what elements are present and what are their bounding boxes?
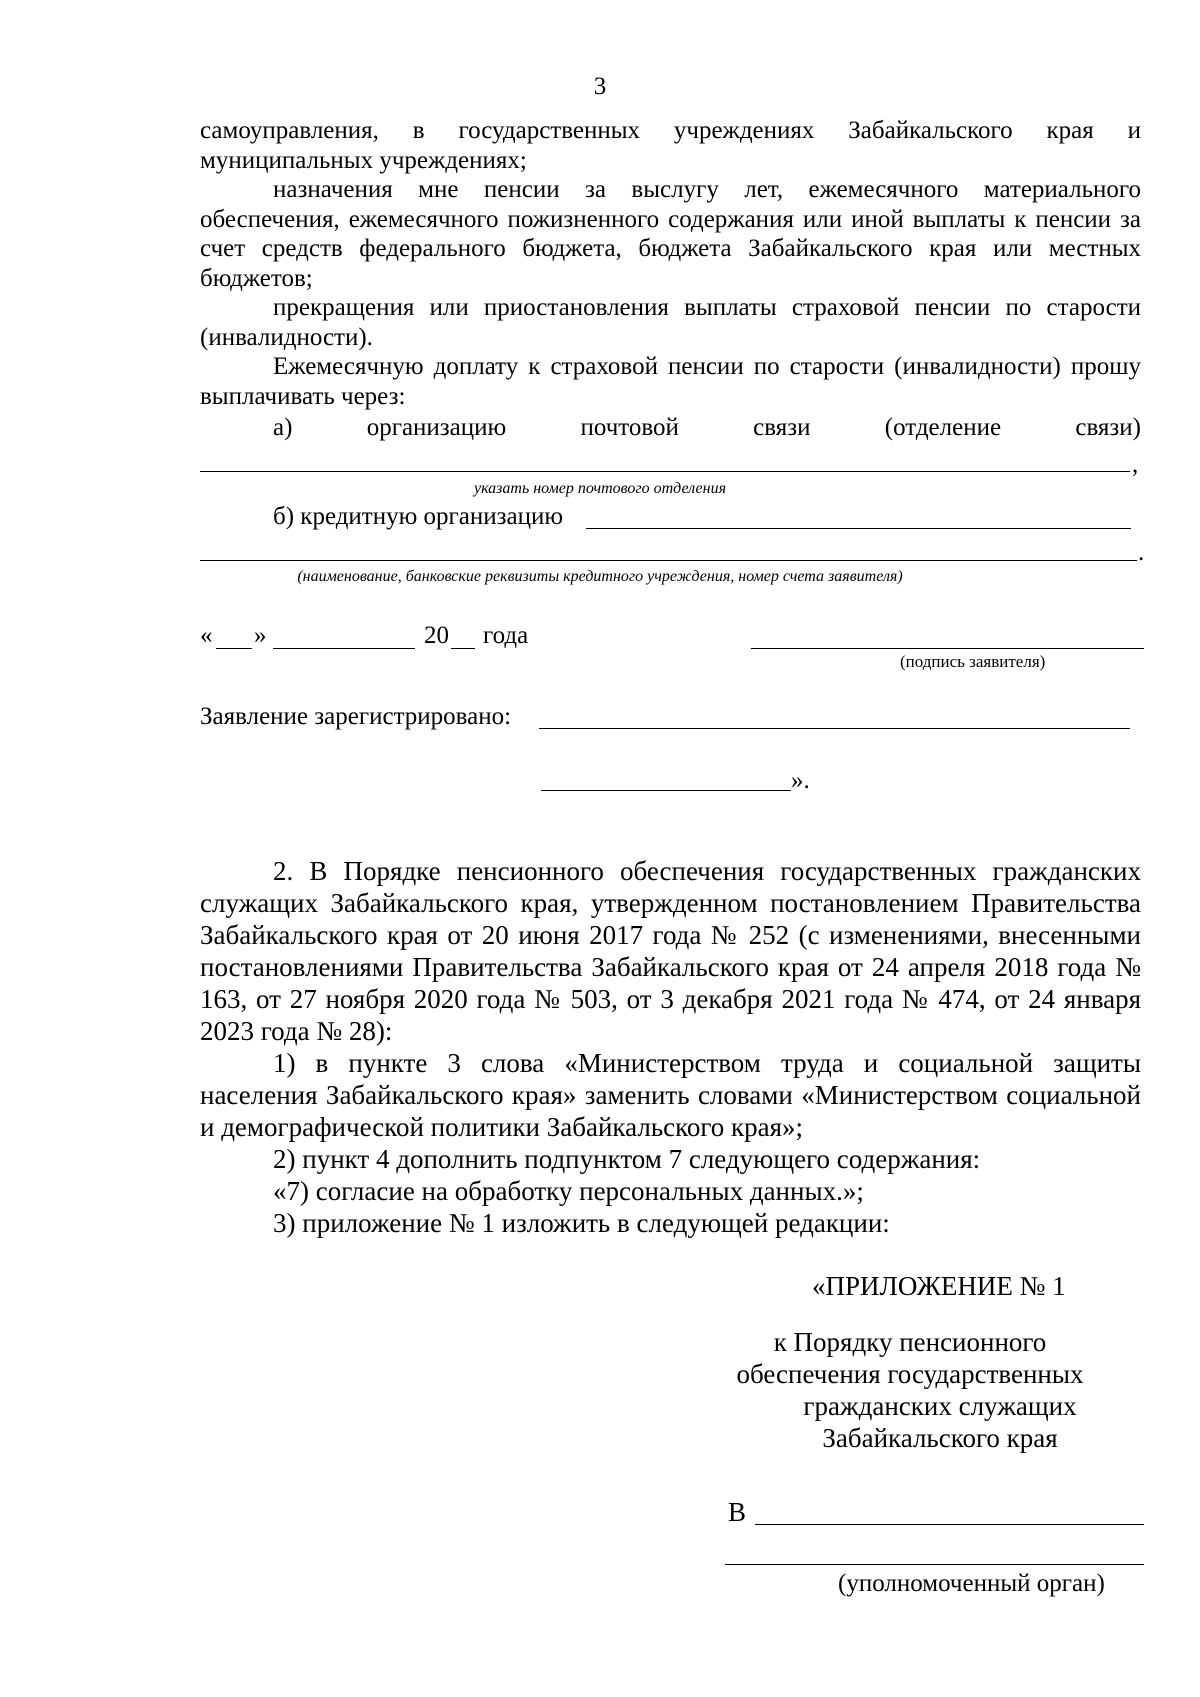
authority-caption: (уполномоченный орган) bbox=[838, 1570, 1105, 1597]
item-2-quote: «7) согласие на обработку персональных данных.»; bbox=[273, 1176, 864, 1206]
date-quote-open: « bbox=[200, 622, 213, 649]
addressee-label: В bbox=[728, 1497, 747, 1527]
authority-underline bbox=[725, 1564, 1144, 1565]
item-1-replace-words: 1) в пункте 3 слова «Министерством труда и социальной защиты населения Забайкальского края» заменить словами «Министерством социальной и демографической политики Забайкальского края»; bbox=[200, 1048, 1141, 1142]
date-year-prefix: 20 bbox=[424, 622, 449, 649]
date-quote-close: » bbox=[254, 622, 267, 649]
date-day-underline bbox=[216, 648, 252, 649]
closing-quote: ». bbox=[791, 767, 810, 794]
option-a-comma: , bbox=[1132, 451, 1139, 478]
appendix-line-1: к Порядку пенсионного bbox=[773, 1327, 1047, 1357]
item-2-add-subitem: 2) пункт 4 дополнить подпунктом 7 следующего содержания: bbox=[273, 1144, 981, 1174]
option-b-credit: б) кредитную организацию bbox=[273, 503, 564, 530]
bank-details-underline bbox=[200, 560, 1137, 561]
appendix-title: «ПРИЛОЖЕНИЕ № 1 bbox=[812, 1271, 1066, 1301]
paragraph-monthly-supplement: Ежемесячную доплату к страховой пенсии по старости (инвалидности) прошу выплачивать через: bbox=[200, 353, 1141, 410]
postal-office-underline bbox=[200, 471, 1130, 472]
option-a-postal: а) организацию почтовой связи (отделение связи) bbox=[273, 414, 1142, 441]
date-year-underline bbox=[451, 648, 475, 649]
date-year-suffix: года bbox=[483, 622, 529, 649]
item-3-appendix: 3) приложение № 1 изложить в следующей редакции: bbox=[273, 1208, 890, 1238]
appendix-line-4: Забайкальского края bbox=[822, 1423, 1058, 1453]
option-b-period: . bbox=[1138, 539, 1145, 566]
registered-label: Заявление зарегистрировано: bbox=[200, 703, 512, 730]
signature-caption: (подпись заявителя) bbox=[900, 652, 1046, 671]
paragraph-pension-order: 2. В Порядке пенсионного обеспечения государственных гражданских служащих Забайкальского края, утвержденном постановлением Правительства Забайкальского края от 20 июня 2017 года № 252 (с изменениями, внесенными постановлениями Правительства Забайкальского края от 24 апреля 2018 года № 163, от 27 ноября 2020 года № 503, от 3 декабря 2021 года № 474, от 24 января 2023 года № 28): bbox=[200, 856, 1141, 1046]
page-number: 3 bbox=[593, 73, 607, 100]
appendix-line-2: обеспечения государственных bbox=[736, 1359, 1084, 1389]
signature-underline bbox=[751, 648, 1144, 649]
date-month-underline bbox=[273, 648, 415, 649]
paragraph-pension-assignment: назначения мне пенсии за выслугу лет, ежемесячного материального обеспечения, ежемесячного пожизненного содержания или иной выплаты к пенсии за счет средств федерального бюджета, бюджета Забайкальского края или местных бюджетов; bbox=[200, 176, 1141, 292]
paragraph-termination: прекращения или приостановления выплаты страховой пенсии по старости (инвалидности). bbox=[200, 294, 1141, 351]
credit-org-underline bbox=[586, 528, 1131, 529]
addressee-underline bbox=[755, 1524, 1144, 1525]
postal-office-caption: указать номер почтового отделения bbox=[473, 480, 727, 497]
bank-details-caption: (наименование, банковские реквизиты кредитного учреждения, номер счета заявителя) bbox=[297, 568, 903, 585]
paragraph-self-government bbox=[200, 116, 1141, 175]
paragraph-line-1: самоуправления, в государственных учреждениях Забайкальского края и bbox=[200, 117, 1142, 144]
closing-underline bbox=[541, 790, 791, 791]
registered-underline bbox=[539, 728, 1130, 729]
paragraph-line-2: муниципальных учреждениях; bbox=[200, 146, 527, 174]
appendix-line-3: гражданских служащих bbox=[803, 1391, 1077, 1421]
